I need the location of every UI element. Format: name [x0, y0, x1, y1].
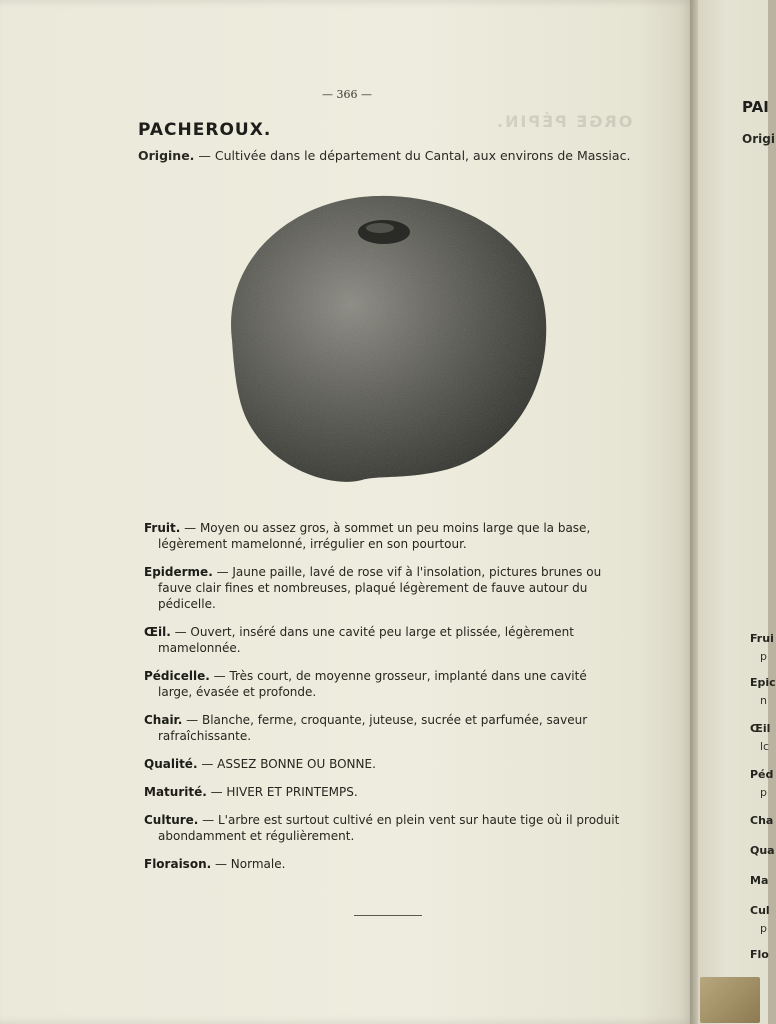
next-page-label-maturite: Ma — [750, 874, 769, 887]
next-page-title: PAI — [742, 98, 769, 116]
next-page-label-epiderme: Epic — [750, 676, 776, 689]
apple-illustration — [212, 190, 552, 490]
entry-epiderme: Epiderme. — Jaune paille, lavé de rose vif à l'insolation, pictures brunes ou fauve clair fines et nombreuses, plaqué légèrement de fauve autour du pédicelle. — [144, 565, 602, 611]
entry-qualite: Qualité. — ASSEZ BONNE OU BONNE. — [144, 757, 376, 771]
page-number: — 366 — — [322, 88, 372, 101]
entry-chair: Chair. — Blanche, ferme, croquante, juteuse, sucrée et parfumée, saveur rafraîchissante. — [144, 713, 588, 743]
entry-culture: Culture. — L'arbre est surtout cultivé en plein vent sur haute tige où il produit abondamment et régulièrement. — [144, 813, 620, 843]
next-page-label-fruit: Frui — [750, 632, 774, 645]
next-page-sub: p — [760, 650, 767, 663]
bleed-through-title: ORGE PÉPIN. — [495, 112, 633, 131]
page-title: PACHEROUX. — [138, 120, 272, 140]
next-page-label-chair: Cha — [750, 814, 774, 827]
entry-oeil: Œil. — Ouvert, inséré dans une cavité peu large et plissée, légèrement mamelonnée. — [144, 625, 574, 655]
next-page-label-floraison: Flo — [750, 948, 769, 961]
description-list — [144, 520, 624, 884]
section-separator — [354, 915, 422, 916]
next-page-sub: lc — [760, 740, 770, 753]
next-page-sub: p — [760, 922, 767, 935]
origine-label: Origine. — [138, 148, 195, 163]
next-page-sub: p — [760, 786, 767, 799]
next-page-label-qualite: Qua — [750, 844, 775, 857]
origine-line — [138, 148, 630, 163]
book-gutter — [690, 0, 698, 1024]
entry-fruit: Fruit. — Moyen ou assez gros, à sommet un peu moins large que la base, légèrement mamelonné, irrégulier en son pourtour. — [144, 521, 591, 551]
book-page-right-partial — [698, 0, 776, 1024]
next-page-origine: Origi — [742, 132, 775, 146]
next-page-label-pedicelle: Péd — [750, 768, 774, 781]
next-page-sub: n — [760, 694, 767, 707]
apple-drawing — [212, 190, 552, 490]
next-page-label-oeil: Œil — [750, 722, 771, 735]
next-page-label-culture: Cul — [750, 904, 770, 917]
entry-floraison: Floraison. — Normale. — [144, 857, 286, 871]
entry-maturite: Maturité. — HIVER ET PRINTEMPS. — [144, 785, 358, 799]
thumbnail-image — [700, 977, 760, 1023]
origine-text: — Cultivée dans le département du Cantal, aux environs de Massiac. — [194, 148, 631, 163]
entry-pedicelle: Pédicelle. — Très court, de moyenne grosseur, implanté dans une cavité large, évasée et profonde. — [144, 669, 587, 699]
